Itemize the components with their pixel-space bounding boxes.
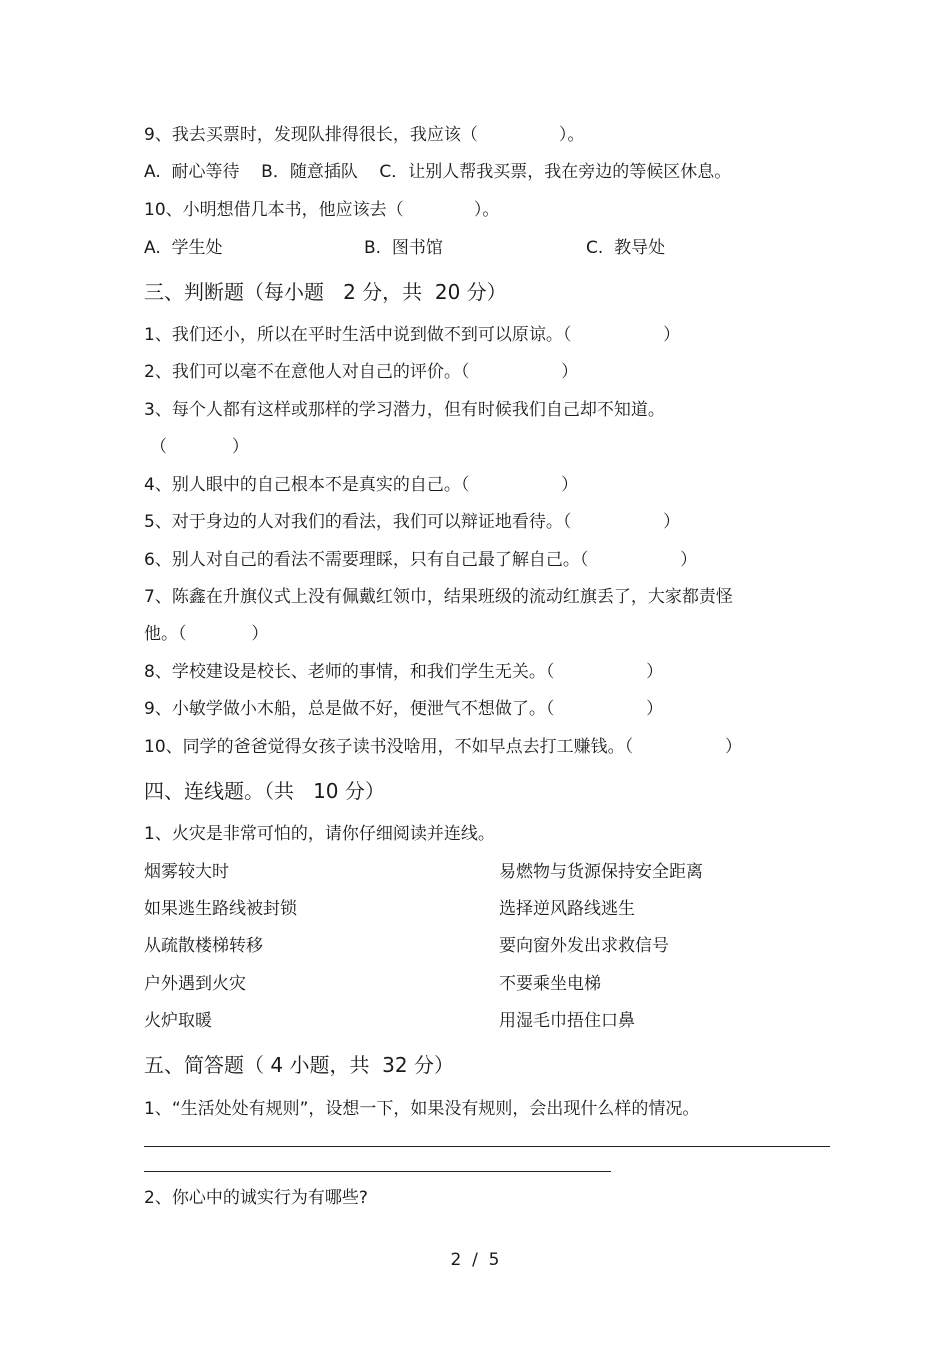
matching-left-2: 如果逃生路线被封锁: [144, 899, 297, 919]
mc-question-10-option-a: A. 学生处: [144, 238, 223, 258]
matching-left-4: 户外遇到火灾: [144, 974, 246, 994]
tf-item-9: 9、小敏学做小木船，总是做不好，便泄气不想做了。（ ）: [144, 699, 664, 719]
matching-left-1: 烟雾较大时: [144, 862, 229, 882]
mc-question-9-options: A. 耐心等待 B．随意插队 C．让别人帮我买票，我在旁边的等候区休息。: [144, 162, 732, 182]
short-answer-question-2: 2、你心中的诚实行为有哪些?: [144, 1188, 368, 1208]
tf-item-1: 1、我们还小，所以在平时生活中说到做不到可以原谅。（ ）: [144, 325, 681, 345]
matching-right-2: 选择逆风路线逃生: [499, 899, 635, 919]
matching-right-1: 易燃物与货源保持安全距离: [499, 862, 703, 882]
section-4-heading: 四、连线题。（共 10 分）: [144, 779, 385, 803]
tf-item-4: 4、别人眼中的自己根本不是真实的自己。（ ）: [144, 475, 579, 495]
tf-item-8: 8、学校建设是校长、老师的事情，和我们学生无关。（ ）: [144, 662, 664, 682]
page-number: 2 / 5: [450, 1250, 500, 1270]
section-5-heading: 五、简答题（ 4 小题，共 32 分）: [144, 1053, 454, 1077]
matching-right-4: 不要乘坐电梯: [499, 974, 601, 994]
short-answer-question-1: 1、“生活处处有规则”，设想一下，如果没有规则，会出现什么样的情况。: [144, 1099, 700, 1119]
mc-question-10-option-b: B. 图书馆: [364, 238, 443, 258]
section-3-heading: 三、判断题（每小题 2 分，共 20 分）: [144, 280, 507, 304]
tf-item-2: 2、我们可以毫不在意他人对自己的评价。（ ）: [144, 362, 579, 382]
matching-left-5: 火炉取暖: [144, 1011, 212, 1031]
answer-line: [144, 1171, 611, 1172]
tf-item-7-cont: 他。（ ）: [144, 624, 269, 644]
matching-question: 1、火灾是非常可怕的，请你仔细阅读并连线。: [144, 824, 495, 844]
matching-right-3: 要向窗外发出求救信号: [499, 936, 669, 956]
tf-item-3-blank: （ ）: [150, 437, 249, 457]
tf-item-10: 10、同学的爸爸觉得女孩子读书没啥用，不如早点去打工赚钱。（ ）: [144, 737, 742, 757]
mc-question-9: 9、我去买票时，发现队排得很长，我应该（ ）。: [144, 125, 585, 145]
matching-right-5: 用湿毛巾捂住口鼻: [499, 1011, 635, 1031]
answer-line: [144, 1146, 830, 1147]
tf-item-6: 6、别人对自己的看法不需要理睬，只有自己最了解自己。（ ）: [144, 550, 698, 570]
tf-item-3: 3、每个人都有这样或那样的学习潜力，但有时候我们自己却不知道。: [144, 400, 665, 420]
matching-left-3: 从疏散楼梯转移: [144, 936, 263, 956]
tf-item-7: 7、陈鑫在升旗仪式上没有佩戴红领巾，结果班级的流动红旗丢了，大家都责怪: [144, 587, 733, 607]
mc-question-10-option-c: C. 教导处: [586, 238, 666, 258]
tf-item-5: 5、对于身边的人对我们的看法，我们可以辩证地看待。（ ）: [144, 512, 681, 532]
mc-question-10: 10、小明想借几本书，他应该去（ ）。: [144, 200, 500, 220]
